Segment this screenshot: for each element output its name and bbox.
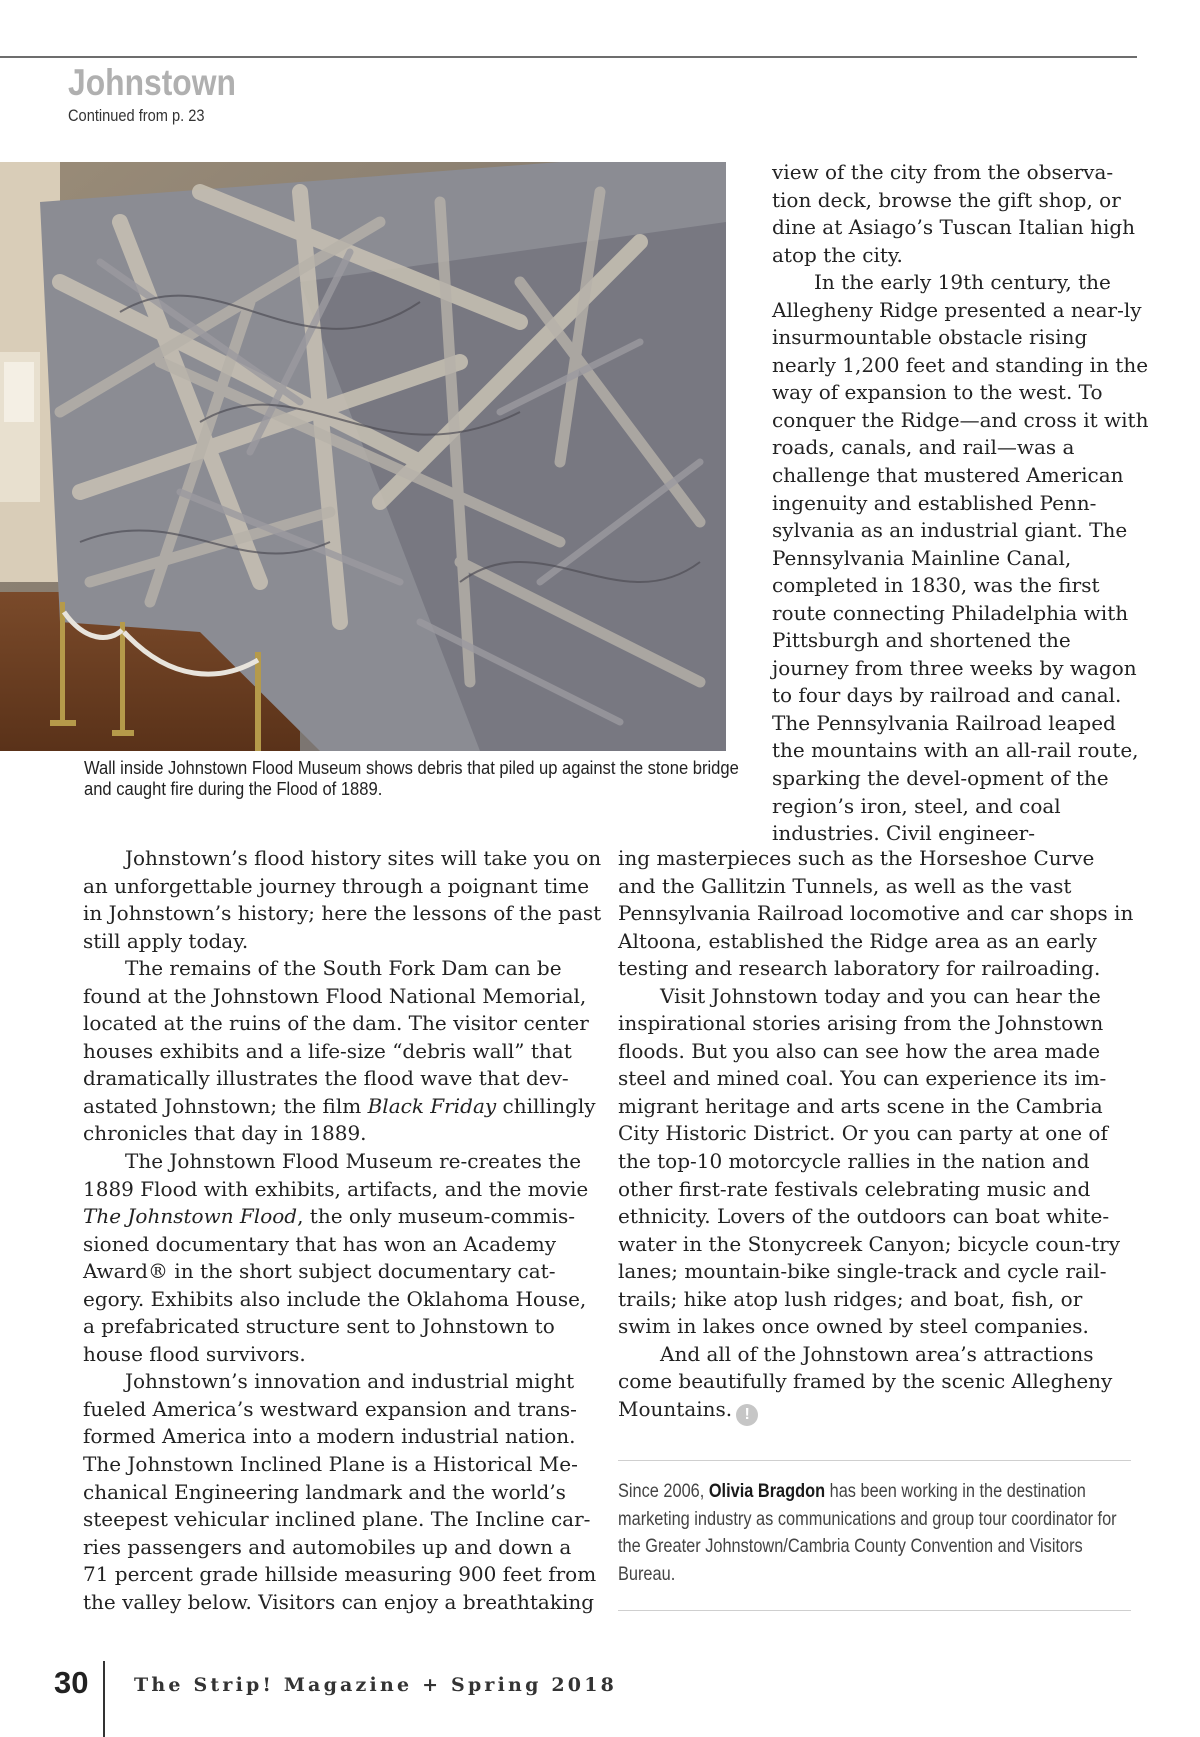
article-paragraph: Visit Johnstown today and you can hear the inspirational stories arising from the Johnstown floods. But you also can see how the area made steel and mined coal. You can experience its im-migrant heritage and arts scene in the Cambria City Historic District. Or you can party at one of the top-10 motorcycle rallies in the nation and other first-rate festivals celebrating music and ethnicity. Lovers of the outdoors can boat white-water in the Stonycreek Canyon; bicycle coun-try lanes; mountain-bike single-track and cycle rail-trails; hike atop lush ridges; and boat, fish, or swim in lakes once owned by steel companies. <box>618 983 1121 1339</box>
article-column-left <box>83 845 603 1616</box>
article-paragraph: ing masterpieces such as the Horseshoe Curve and the Gallitzin Tunnels, as well as the vast Pennsylvania Railroad locomotive and car shops in Altoona, established the Ridge area as an early testing and research laboratory for railroading. <box>618 846 1134 981</box>
article-paragraph: view of the city from the observa-tion deck, browse the gift shop, or dine at Asiago’s Tuscan Italian high atop the city. <box>772 160 1136 267</box>
photo-caption: Wall inside Johnstown Flood Museum shows debris that piled up against the stone bridge and caught fire during the Flood of 1889. <box>84 758 739 799</box>
article-column-right-top <box>772 159 1152 848</box>
article-paragraph: In the early 19th century, the Allegheny Ridge presented a near-ly insurmountable obstacle rising nearly 1,200 feet and standing in the way of expansion to the west. To conquer the Ridge—and cross it with roads, canals, and rail—was a challenge that mustered American ingenuity and established Penn-sylvania as an industrial giant. The Pennsylvania Mainline Canal, completed in 1830, was the first route connecting Philadelphia with Pittsburgh and shortened the journey from three weeks by wagon to four days by railroad and canal. The Pennsylvania Railroad leaped the mountains with an all-rail route, sparking the devel-opment of the region’s iron, steel, and coal industries. Civil engineer- <box>772 270 1149 846</box>
section-title: Johnstown <box>68 62 236 103</box>
magazine-issue: The Strip! Magazine + Spring 2018 <box>134 1674 618 1696</box>
author-name: Olivia Bragdon <box>708 1481 826 1502</box>
bio-bottom-rule <box>618 1610 1131 1611</box>
header-rule <box>0 56 1137 58</box>
article-paragraph: The remains of the South Fork Dam can be found at the Johnstown Flood National Memorial, located at the ruins of the dam. The visitor center houses exhibits and a life-size “debris wall” that dramatically illustrates the flood wave that dev-astated Johnstown; the film Black Friday chillingly chronicles that day in 1889. <box>83 956 596 1146</box>
debris-wall-photo <box>0 162 726 751</box>
article-column-right-bottom <box>618 845 1138 1426</box>
article-paragraph: The Johnstown Flood Museum re-creates the 1889 Flood with exhibits, artifacts, and the movie The Johnstown Flood, the only museum-commis-sioned documentary that has won an Academy Award® in the short subject documentary cat-egory. Exhibits also include the Oklahoma House, a prefabricated structure sent to Johnstown to house flood survivors. <box>83 1149 589 1366</box>
article-paragraph: Johnstown’s flood history sites will take you on an unforgettable journey through a poignant time in Johnstown’s history; here the lessons of the past still apply today. <box>83 846 602 953</box>
film-title: Black Friday <box>367 1093 497 1118</box>
footer-divider <box>103 1661 105 1737</box>
end-of-article-icon: ! <box>736 1404 758 1426</box>
continued-note: Continued from p. 23 <box>68 106 205 125</box>
article-paragraph: And all of the Johnstown area’s attractions come beautifully framed by the scenic Allegheny Mountains. ! <box>618 1341 1138 1426</box>
article-paragraph: Johnstown’s innovation and industrial might fueled America’s westward expansion and trans-formed America into a modern industrial nation. The Johnstown Inclined Plane is a Historical Me-chanical Engineering landmark and the world’s steepest vehicular inclined plane. The Incline car-ries passengers and automobiles up and down a 71 percent grade hillside measuring 900 feet from the valley below. Visitors can enjoy a breathtaking <box>83 1369 597 1614</box>
bio-top-rule <box>618 1460 1131 1461</box>
page-number: 30 <box>54 1665 89 1700</box>
author-bio: Since 2006, Olivia Bragdon has been working in the destination marketing industry as communications and group tour coordinator for the Greater Johnstown/Cambria County Convention and Visitors Bureau. <box>618 1481 1117 1585</box>
film-title: The Johnstown Flood <box>83 1204 298 1229</box>
